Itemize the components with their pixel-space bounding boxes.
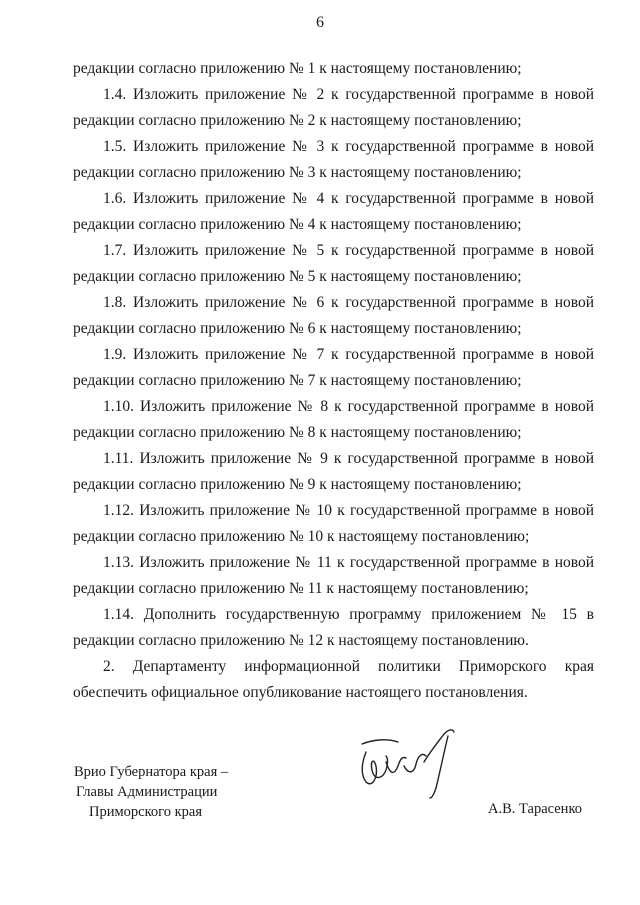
paragraph-continuation: редакции согласно приложению № 1 к настоящему постановлению; bbox=[73, 60, 522, 77]
handwritten-signature bbox=[352, 722, 462, 802]
document-body bbox=[73, 56, 594, 706]
paragraph-item-1-8: 1.8. Изложить приложение № 6 к государственной программе в новой редакции согласно приложению № 6 к настоящему постановлению; bbox=[73, 294, 594, 337]
paragraph-item-1-10: 1.10. Изложить приложение № 8 к государственной программе в новой редакции согласно приложению № 8 к настоящему постановлению; bbox=[73, 398, 594, 441]
signatory-name: А.В. Тарасенко bbox=[488, 801, 583, 817]
paragraph-item-1-9: 1.9. Изложить приложение № 7 к государственной программе в новой редакции согласно приложению № 7 к настоящему постановлению; bbox=[73, 346, 594, 389]
paragraph-item-1-14: 1.14. Дополнить государственную программу приложением № 15 в редакции согласно приложению № 12 к настоящему постановлению. bbox=[73, 606, 594, 649]
paragraph-item-1-12: 1.12. Изложить приложение № 10 к государственной программе в новой редакции согласно приложению № 10 к настоящему постановлению; bbox=[73, 502, 594, 545]
signatory-title-line: Приморского края bbox=[89, 804, 203, 820]
signatory-title-line: Врио Губернатора края – bbox=[74, 764, 229, 780]
paragraph-item-1-6: 1.6. Изложить приложение № 4 к государственной программе в новой редакции согласно приложению № 4 к настоящему постановлению; bbox=[73, 190, 594, 233]
paragraph-item-2: 2. Департаменту информационной политики Приморского края обеспечить официальное опубликование настоящего постановления. bbox=[73, 658, 594, 701]
paragraph-item-1-4: 1.4. Изложить приложение № 2 к государственной программе в новой редакции согласно приложению № 2 к настоящему постановлению; bbox=[73, 86, 594, 129]
signatory-title bbox=[74, 762, 228, 822]
paragraph-item-1-13: 1.13. Изложить приложение № 11 к государственной программе в новой редакции согласно приложению № 11 к настоящему постановлению; bbox=[73, 554, 594, 597]
signatory-title-line: Главы Администрации bbox=[76, 784, 218, 800]
page-number: 6 bbox=[316, 14, 324, 31]
paragraph-item-1-5: 1.5. Изложить приложение № 3 к государственной программе в новой редакции согласно приложению № 3 к настоящему постановлению; bbox=[73, 138, 594, 181]
paragraph-item-1-11: 1.11. Изложить приложение № 9 к государственной программе в новой редакции согласно приложению № 9 к настоящему постановлению; bbox=[73, 450, 594, 493]
paragraph-item-1-7: 1.7. Изложить приложение № 5 к государственной программе в новой редакции согласно приложению № 5 к настоящему постановлению; bbox=[73, 242, 594, 285]
